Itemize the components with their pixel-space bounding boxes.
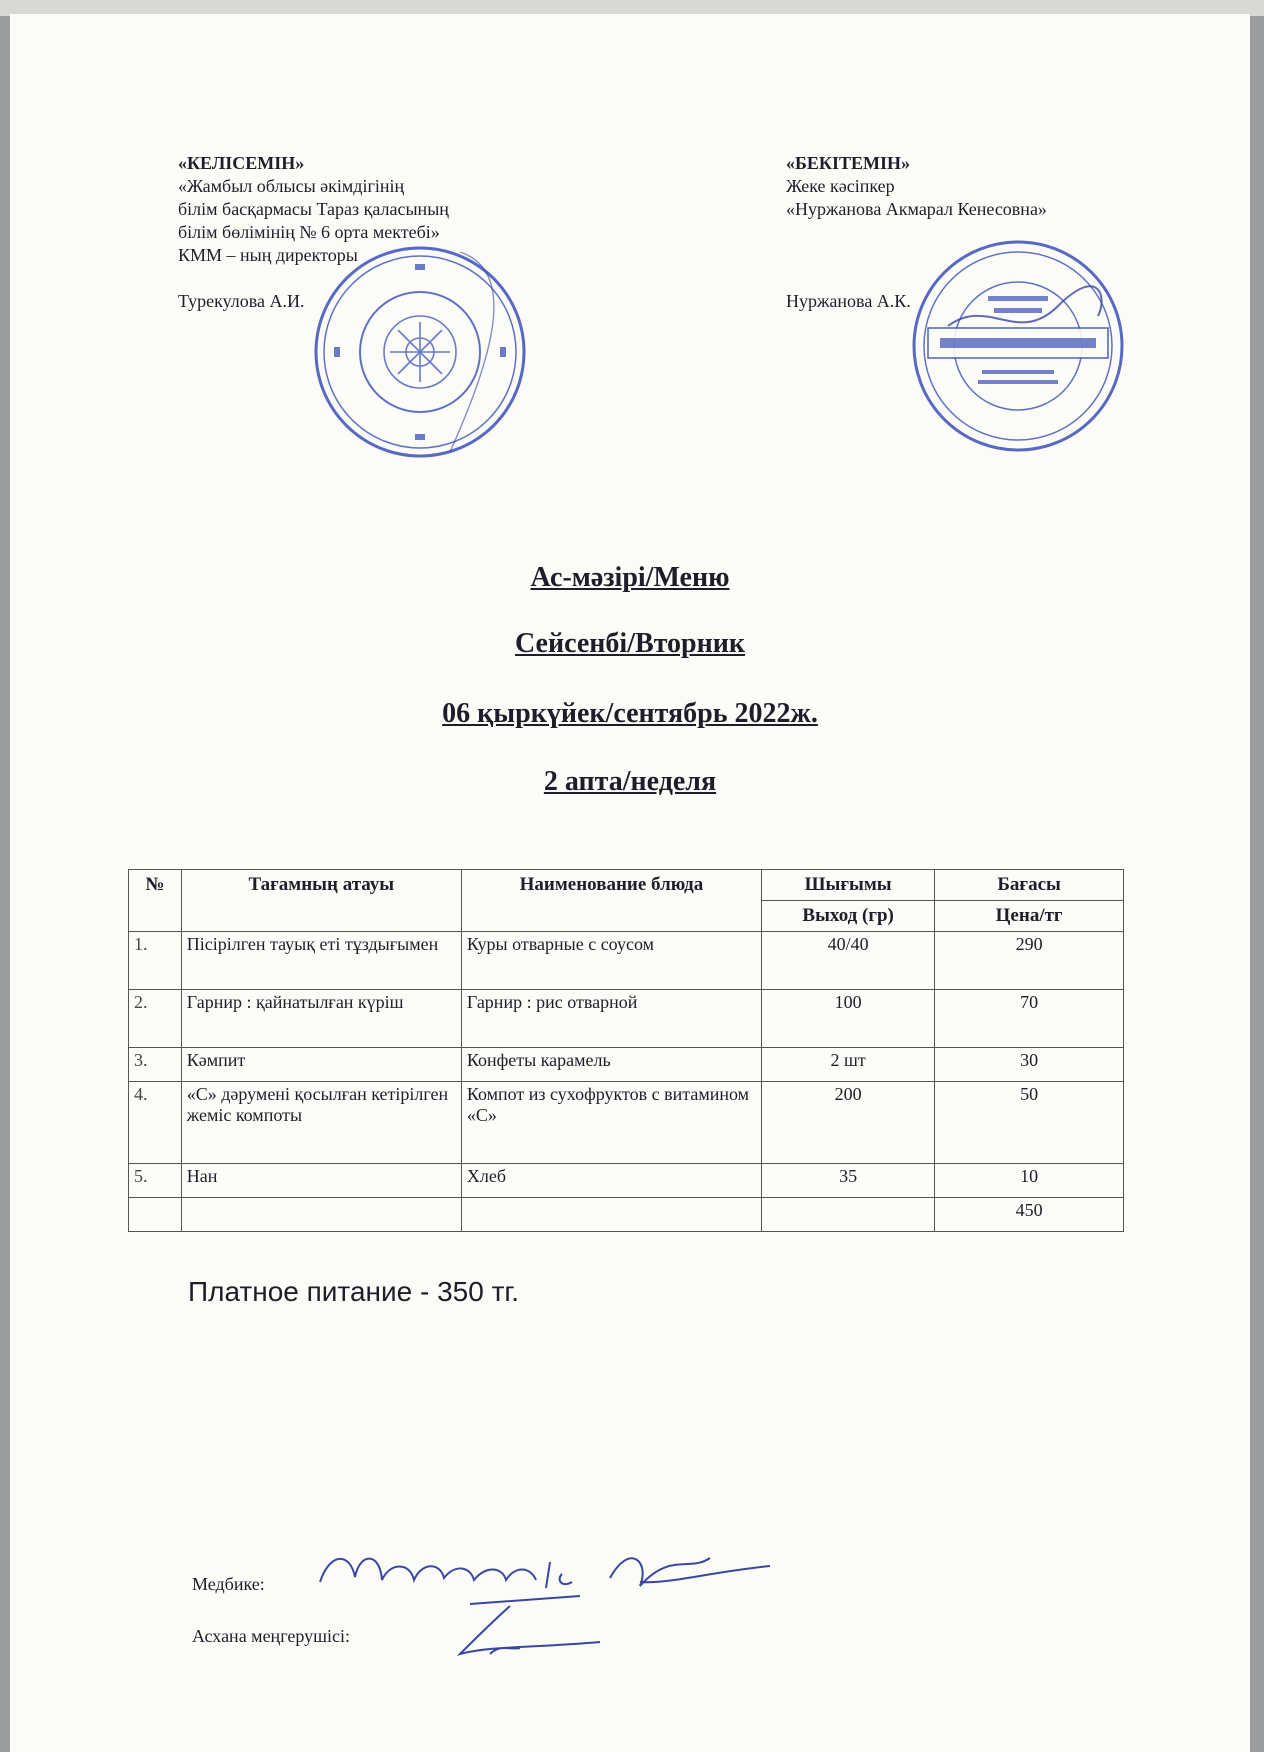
total-price: 450 <box>935 1198 1124 1232</box>
dish-name-ru: Конфеты карамель <box>461 1048 761 1082</box>
table-row <box>129 1164 1124 1198</box>
approved-name: Нуржанова А.К. <box>786 291 911 311</box>
col-header-no: № <box>129 870 182 932</box>
table-row <box>129 1082 1124 1164</box>
canteen-manager-label: Асхана меңгерушісі: <box>192 1626 350 1646</box>
table-row <box>129 1048 1124 1082</box>
col-header-yield-kz: Шығымы <box>762 870 935 901</box>
dish-yield: 2 шт <box>762 1048 935 1082</box>
table-row <box>129 932 1124 990</box>
approved-line: Жеке кәсіпкер <box>786 176 895 196</box>
menu-title: Ас-мәзірі/Меню <box>530 562 730 593</box>
dish-price: 290 <box>935 932 1124 990</box>
document-page <box>10 14 1250 1752</box>
dish-name-ru: Куры отварные с соусом <box>461 932 761 990</box>
dish-name-kz: Гарнир : қайнатылған күріш <box>181 990 461 1048</box>
col-header-name-ru: Наименование блюда <box>461 870 761 932</box>
col-header-yield-ru: Выход (гр) <box>762 901 935 932</box>
col-header-name-kz: Тағамның атауы <box>181 870 461 932</box>
agreed-line: білім басқармасы Тараз қаласының <box>178 199 449 219</box>
agreed-line: КММ – ның директоры <box>178 245 358 265</box>
nurse-label: Медбике: <box>192 1574 265 1594</box>
day-title: Сейсенбі/Вторник <box>514 628 746 659</box>
row-number: 3. <box>129 1048 182 1082</box>
dish-yield: 100 <box>762 990 935 1048</box>
dish-name-ru: Гарнир : рис отварной <box>461 990 761 1048</box>
dish-name-kz: Нан <box>181 1164 461 1198</box>
dish-name-kz: «С» дәрумені қосылған кетірілген жеміс компоты <box>181 1082 461 1164</box>
row-number: 2. <box>129 990 182 1048</box>
week-title: 2 апта/неделя <box>543 766 717 797</box>
col-header-price-ru: Цена/тг <box>935 901 1124 932</box>
dish-name-ru: Хлеб <box>461 1164 761 1198</box>
dish-name-kz: Кәмпит <box>181 1048 461 1082</box>
agreed-name: Турекулова А.И. <box>178 291 305 311</box>
agreed-line: білім бөлімінің № 6 орта мектебі» <box>178 222 440 242</box>
col-header-price-kz: Бағасы <box>935 870 1124 901</box>
table-header-row <box>129 870 1124 901</box>
dish-yield: 200 <box>762 1082 935 1164</box>
row-number: 1. <box>129 932 182 990</box>
school-seal-stamp <box>310 242 530 462</box>
dish-price: 30 <box>935 1048 1124 1082</box>
menu-table <box>128 869 1124 1232</box>
agreed-line: «Жамбыл облысы әкімдігінің <box>178 176 405 196</box>
date-title: 06 қыркүйек/сентябрь 2022ж. <box>442 698 818 729</box>
approved-heading: «БЕКІТЕМІН» <box>786 153 910 173</box>
dish-price: 50 <box>935 1082 1124 1164</box>
dish-price: 70 <box>935 990 1124 1048</box>
total-row <box>129 1198 1124 1232</box>
canteen-manager-signature <box>450 1584 610 1664</box>
dish-name-ru: Компот из сухофруктов с витамином «С» <box>461 1082 761 1164</box>
table-row <box>129 990 1124 1048</box>
dish-name-kz: Пісірілген тауық еті тұздығымен <box>181 932 461 990</box>
approved-line: «Нуржанова Акмарал Кенесовна» <box>786 199 1047 219</box>
row-number: 5. <box>129 1164 182 1198</box>
dish-yield: 40/40 <box>762 932 935 990</box>
entrepreneur-seal-stamp <box>908 236 1128 456</box>
agreed-heading: «КЕЛІСЕМІН» <box>178 153 305 173</box>
paid-meal-note: Платное питание - 350 тг. <box>188 1276 519 1307</box>
dish-yield: 35 <box>762 1164 935 1198</box>
dish-price: 10 <box>935 1164 1124 1198</box>
row-number: 4. <box>129 1082 182 1164</box>
